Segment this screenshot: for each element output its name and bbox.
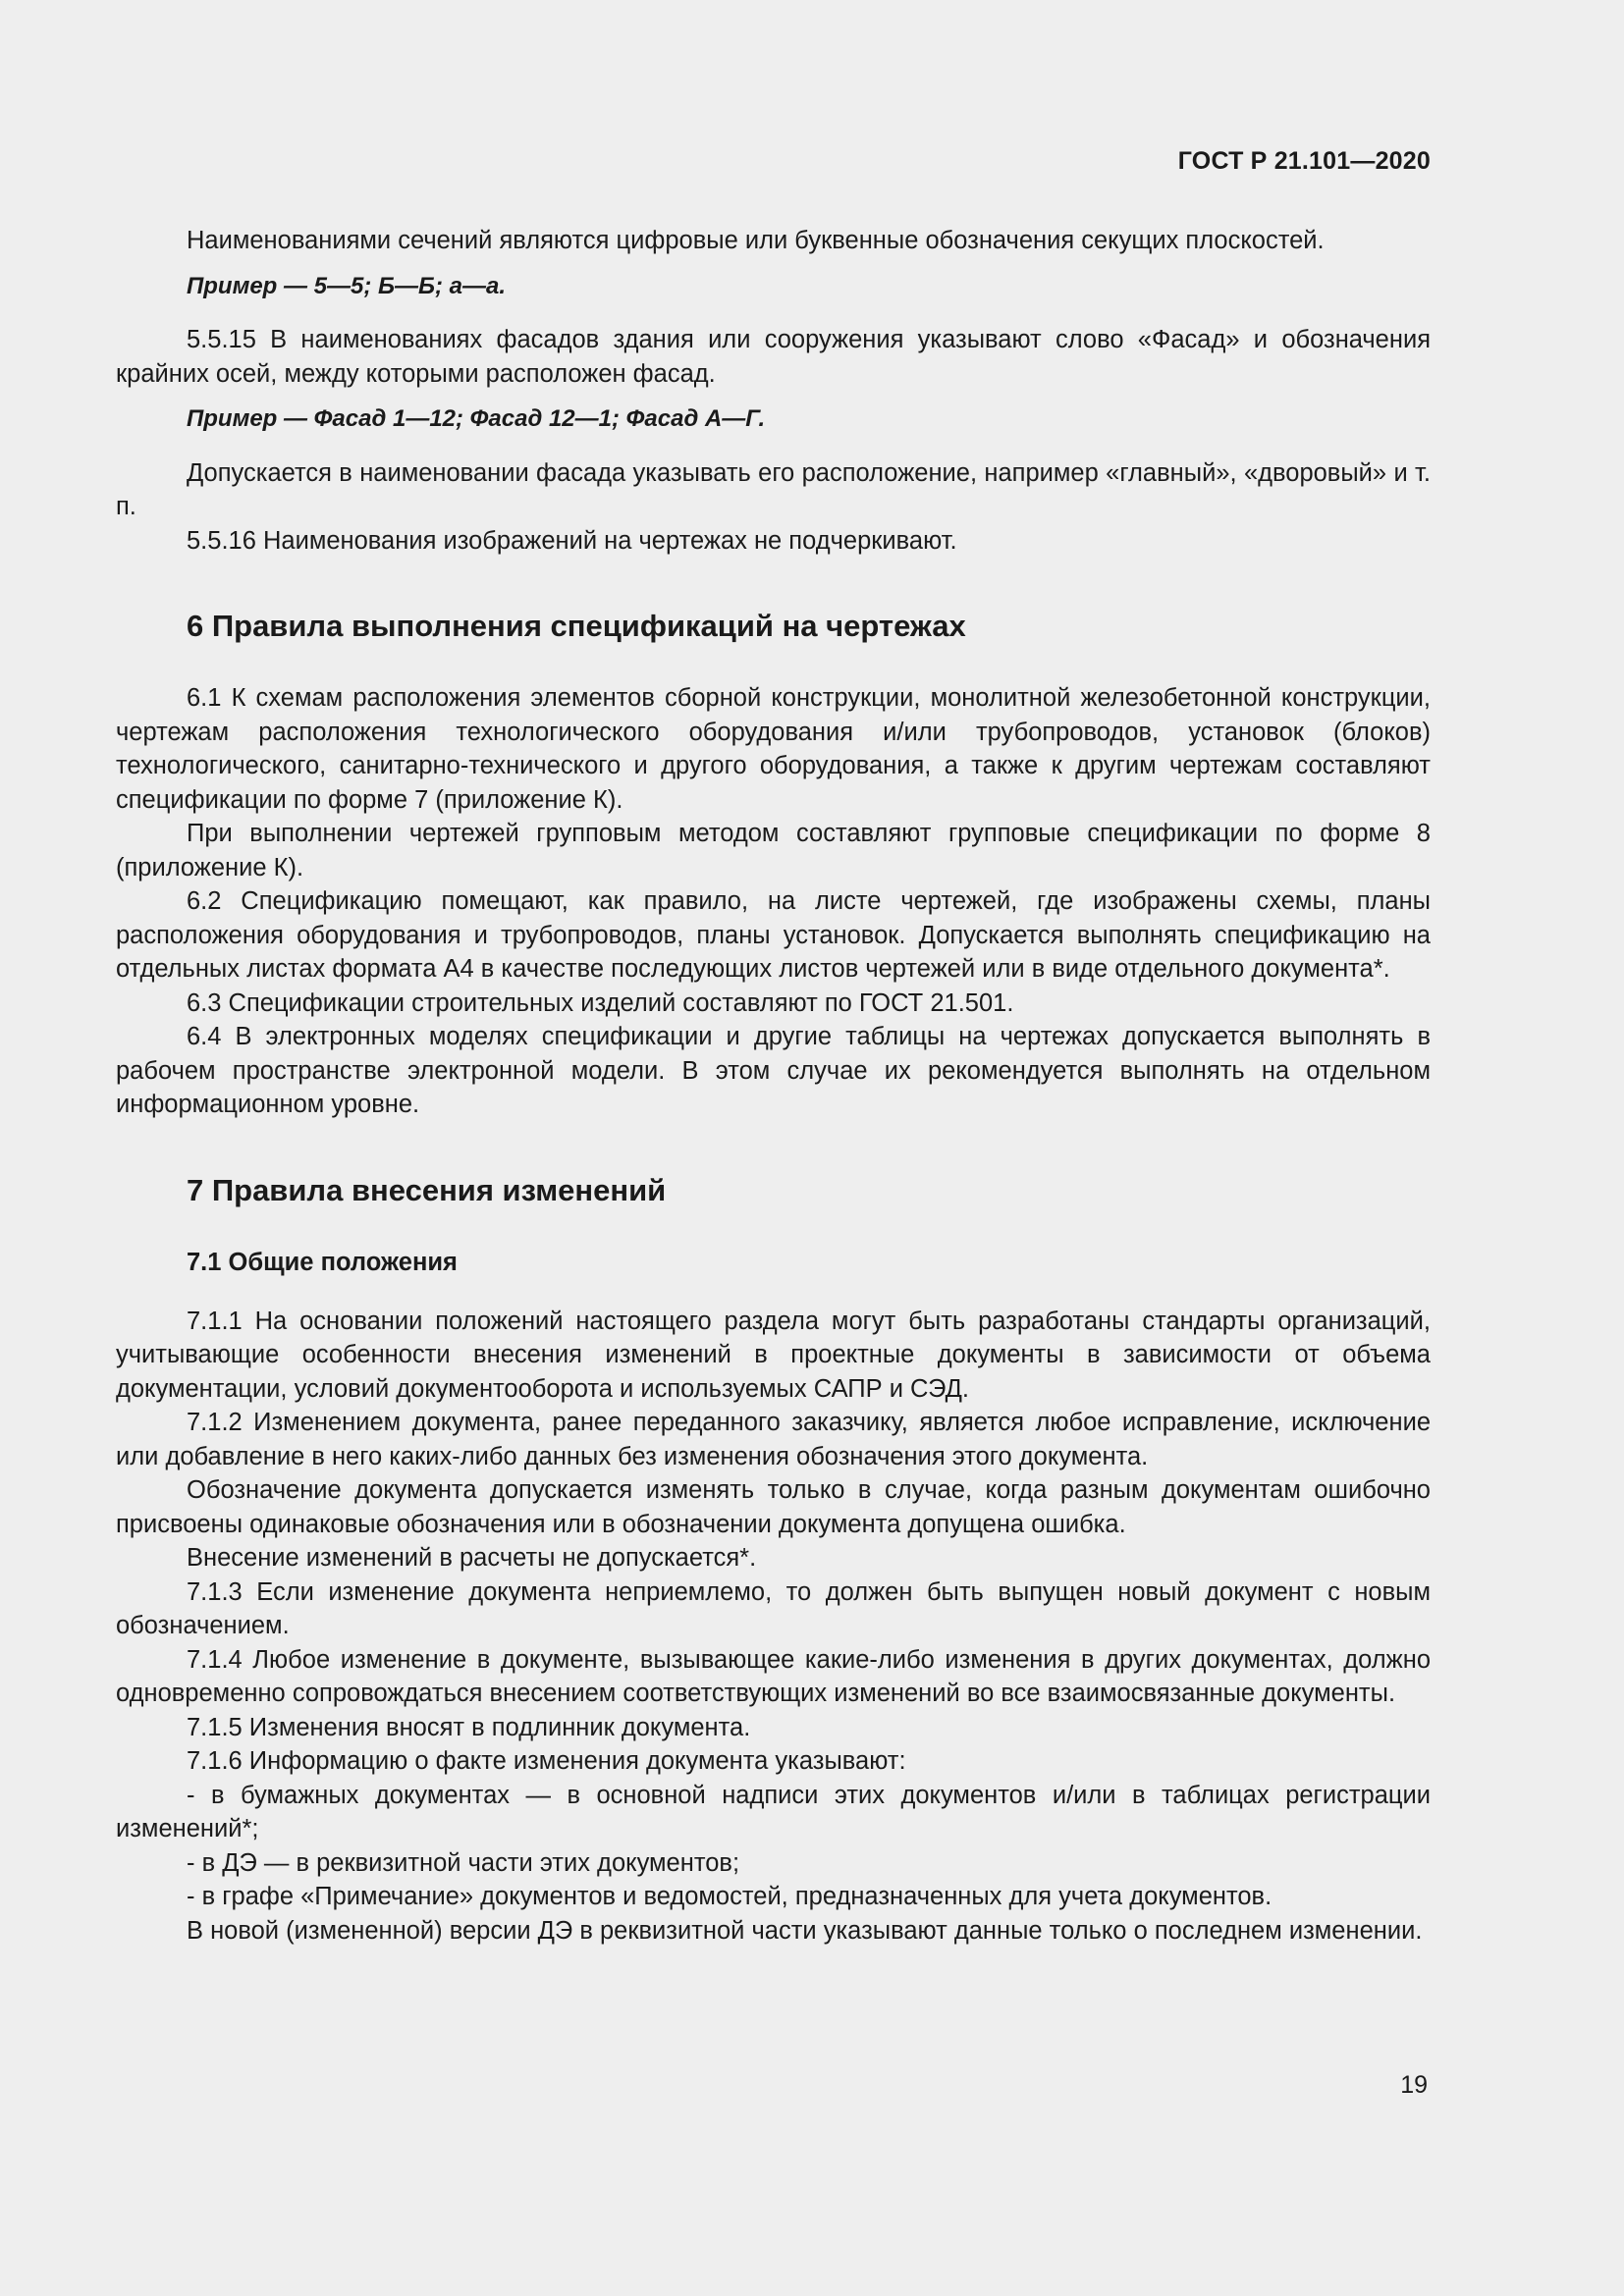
paragraph-7-1-5: 7.1.5 Изменения вносят в подлинник документа. (187, 1713, 751, 1741)
list-item: - в графе «Примечание» документов и ведомостей, предназначенных для учета документов. (187, 1883, 1272, 1910)
paragraph-7-1-3: 7.1.3 Если изменение документа неприемлемо, то должен быть выпущен новый документ с новым обозначением. (116, 1577, 1431, 1639)
paragraph-facade-location: Допускается в наименовании фасада указывать его расположение, например «главный», «дворовый» и т. п. (116, 458, 1431, 520)
paragraph-5-5-15: 5.5.15 В наименованиях фасадов здания или сооружения указывают слово «Фасад» и обозначения крайних осей, между которыми расположен фасад. (116, 326, 1431, 388)
list-item: - в бумажных документах — в основной надписи этих документов и/или в таблицах регистрации изменений*; (116, 1781, 1431, 1842)
example-section-names: Пример — 5—5; Б—Б; а—а. (187, 272, 507, 299)
page-content (116, 224, 1431, 1948)
paragraph-5-5-16: 5.5.16 Наименования изображений на чертежах не подчеркивают. (187, 526, 957, 555)
page-number: 19 (1400, 2071, 1428, 2099)
section-7-title: 7 Правила внесения изменений (187, 1172, 667, 1207)
paragraph-calculations: Внесение изменений в расчеты не допускается*. (187, 1544, 757, 1572)
paragraph-7-1-1: 7.1.1 На основании положений настоящего раздела могут быть разработаны стандарты организаций, учитывающие особенности внесения изменений в проектные документы в зависимости от объема документации, условий документооборота и используемых САПР и СЭД. (116, 1307, 1431, 1403)
subsection-7-1-title: 7.1 Общие положения (187, 1248, 458, 1276)
paragraph-designation: Обозначение документа допускается изменять только в случае, когда разным документам ошибочно присвоены одинаковые обозначения или в обозначении документа допущена ошибка. (116, 1476, 1431, 1538)
paragraph-new-version: В новой (измененной) версии ДЭ в реквизитной части указывают данные только о последнем изменении. (187, 1916, 1423, 1945)
section-6-title: 6 Правила выполнения спецификаций на чертежах (187, 609, 966, 643)
paragraph-6-2: 6.2 Спецификацию помещают, как правило, на листе чертежей, где изображены схемы, планы расположения оборудования и трубопроводов, планы установок. Допускается выполнять спецификацию на отдельных листах формата А4 в качестве последующих листов чертежей или в виде отдельного документа*. (116, 887, 1431, 983)
paragraph-group-method: При выполнении чертежей групповым методом составляют групповые спецификации по форме 8 (приложение К). (116, 820, 1431, 881)
paragraph-6-4: 6.4 В электронных моделях спецификации и другие таблицы на чертежах допускается выполнять в рабочем пространстве электронной модели. В этом случае их рекомендуется выполнять на отдельном информационном уровне. (116, 1023, 1431, 1118)
paragraph-section-names: Наименованиями сечений являются цифровые или буквенные обозначения секущих плоскостей. (187, 227, 1325, 254)
paragraph-7-1-2: 7.1.2 Изменением документа, ранее переданного заказчику, является любое исправление, исключение или добавление в него каких-либо данных без изменения обозначения этого документа. (116, 1409, 1431, 1470)
paragraph-7-1-4: 7.1.4 Любое изменение в документе, вызывающее какие-либо изменения в других документах, должно одновременно сопровождаться внесением соответствующих изменений во все взаимосвязанные документы. (116, 1645, 1431, 1707)
paragraph-7-1-6: 7.1.6 Информацию о факте изменения документа указывают: (187, 1747, 906, 1775)
example-facade: Пример — Фасад 1—12; Фасад 12—1; Фасад А—Г. (187, 405, 766, 432)
paragraph-6-3: 6.3 Спецификации строительных изделий составляют по ГОСТ 21.501. (187, 988, 1014, 1017)
paragraph-6-1: 6.1 К схемам расположения элементов сборной конструкции, монолитной железобетонной конструкции, чертежам расположения технологического оборудования и/или трубопроводов, установок (блоков) технологического, санитарно-технического и другого оборудования, а также к другим чертежам составляют спецификации по форме 7 (приложение К). (116, 684, 1431, 814)
document-code: ГОСТ Р 21.101—2020 (1177, 147, 1431, 175)
list-item: - в ДЭ — в реквизитной части этих документов; (187, 1848, 740, 1877)
